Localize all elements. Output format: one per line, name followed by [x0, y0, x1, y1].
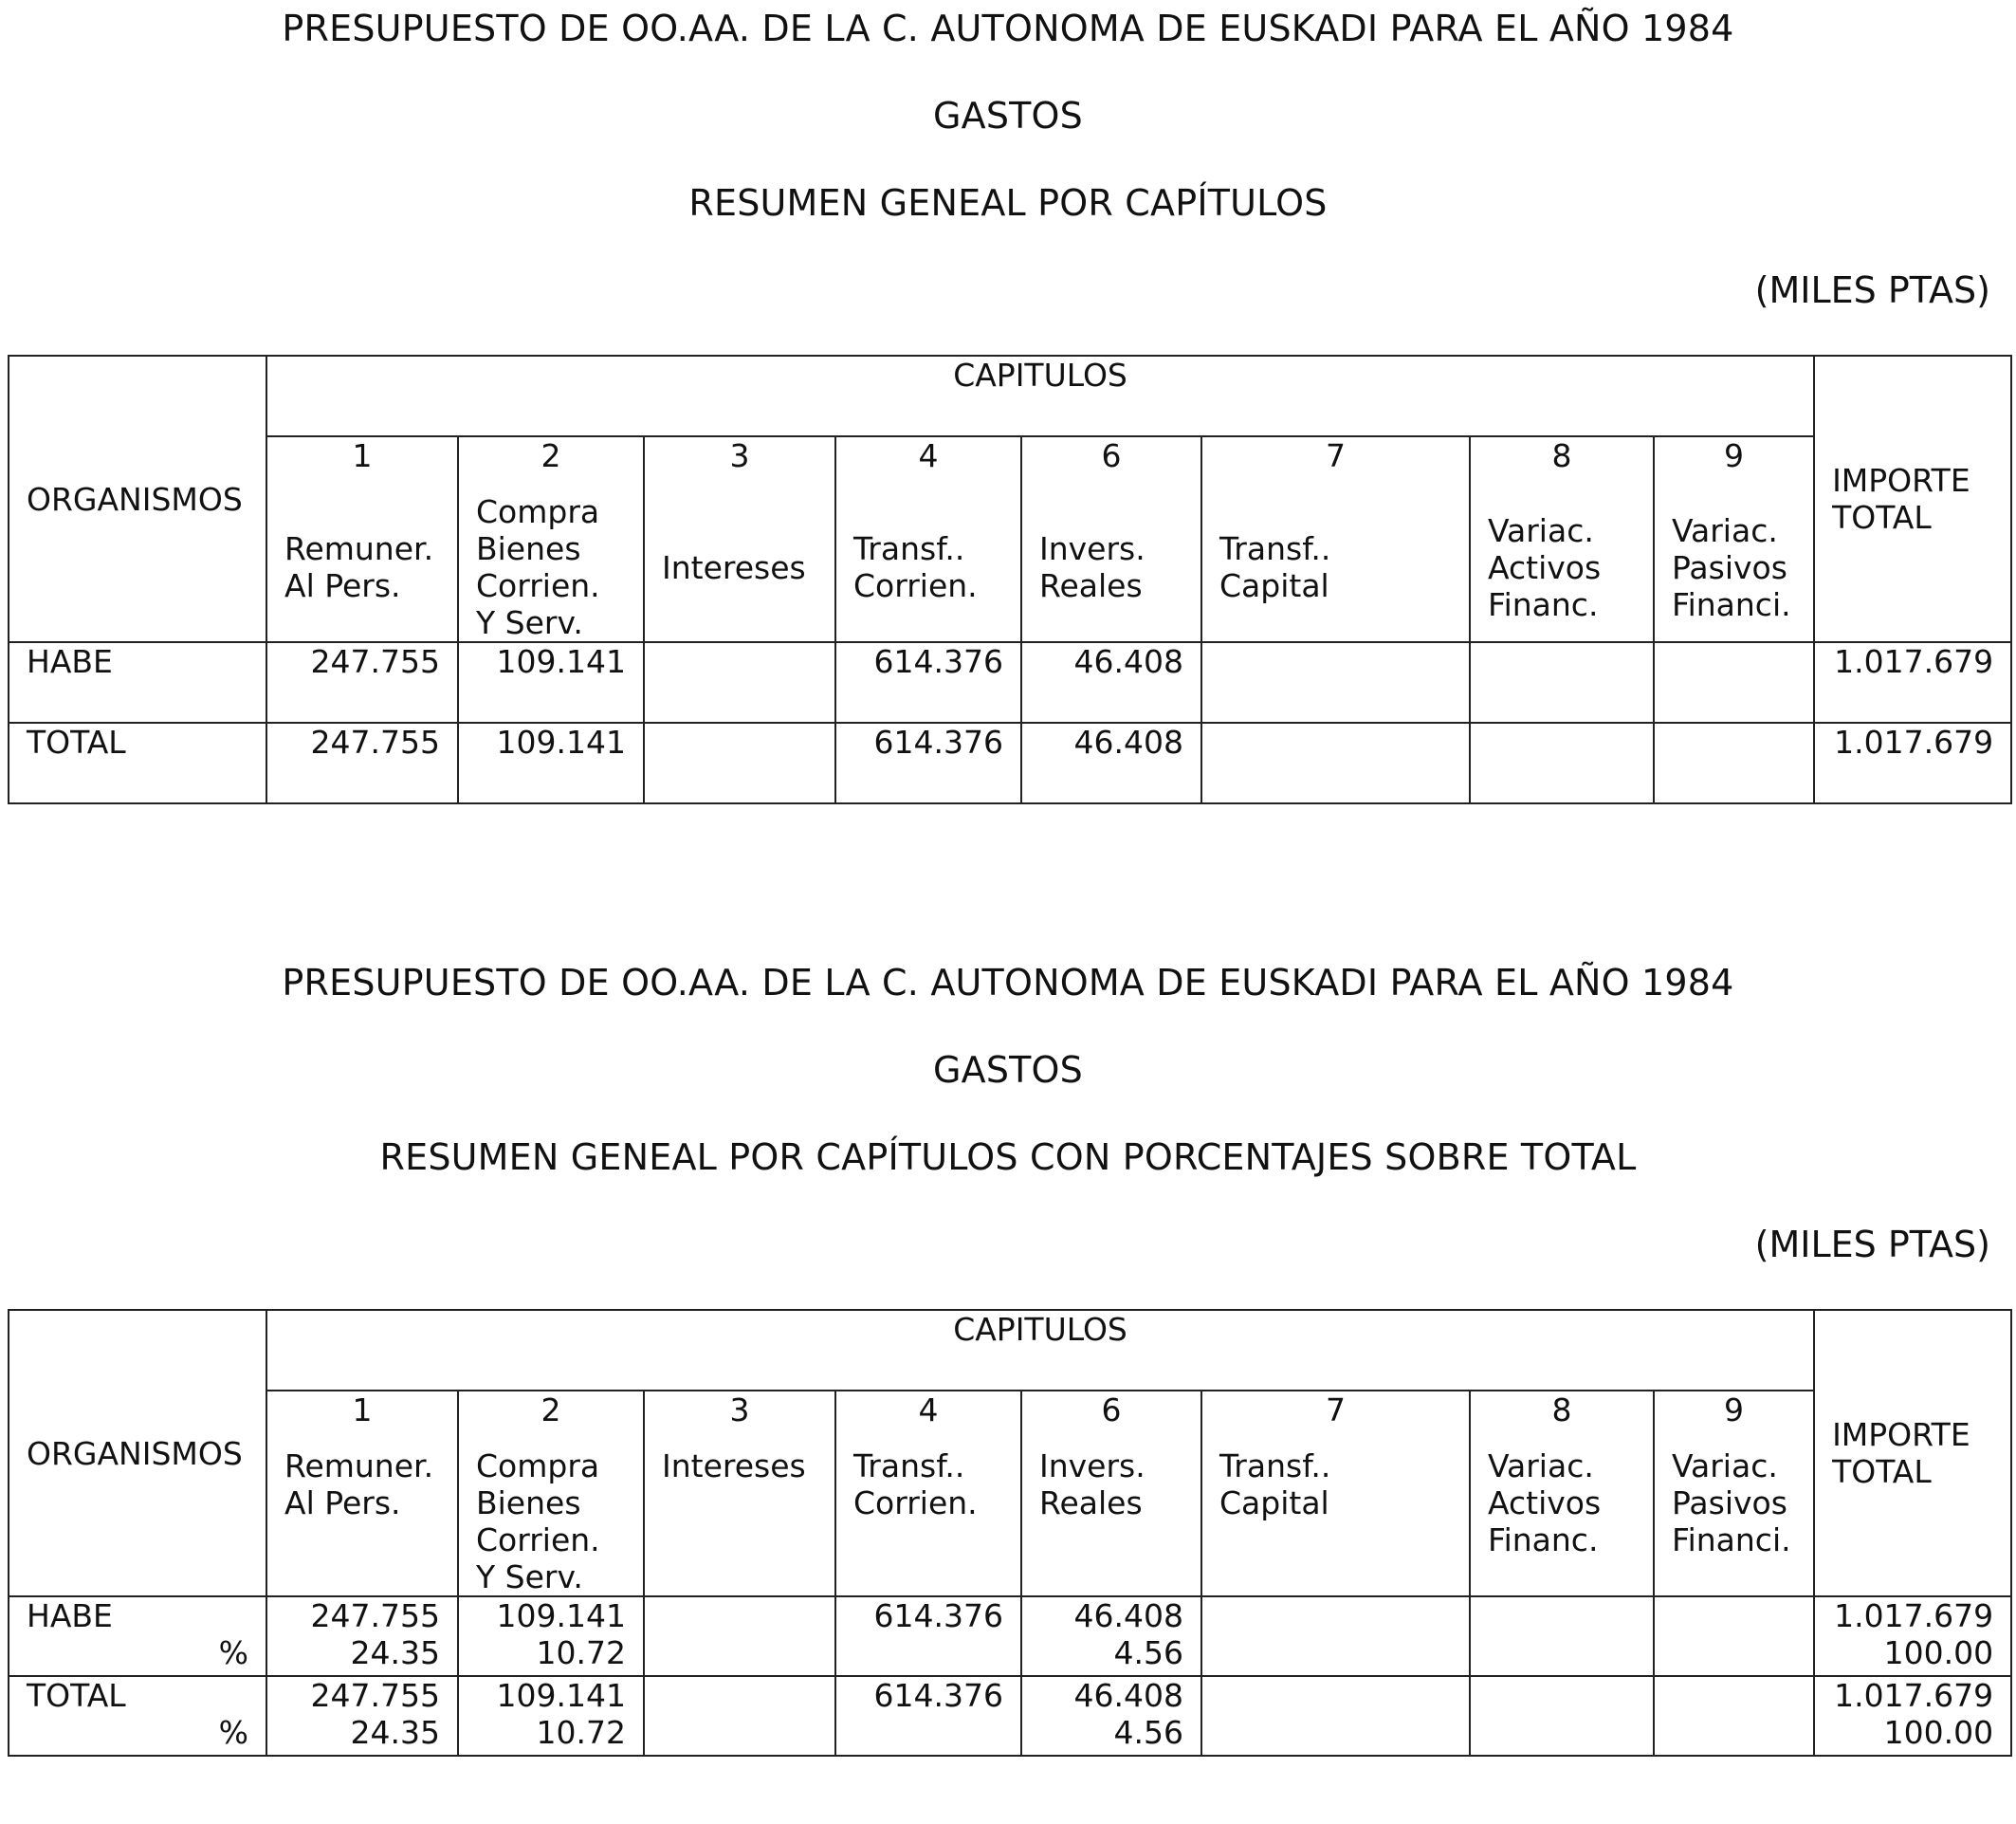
chapter-number: 3	[644, 1391, 835, 1447]
cell-value	[835, 1596, 1021, 1676]
cell-value	[1654, 642, 1814, 723]
desc-line: Bienes	[476, 530, 581, 567]
cell-value	[458, 1676, 644, 1756]
row-label: TOTAL	[27, 1677, 126, 1714]
chapter-description	[266, 493, 458, 642]
percent: 4.56	[1113, 1714, 1183, 1751]
percent: 100.00	[1883, 1714, 1994, 1751]
desc-line: Intereses	[662, 1447, 806, 1484]
desc-line: Transf..	[1219, 530, 1331, 567]
percent: 100.00	[1883, 1634, 1994, 1671]
table-row	[9, 1676, 2011, 1756]
desc-line: Financ.	[1488, 1521, 1599, 1558]
amount: 247.755	[310, 1597, 440, 1634]
chapter-description	[644, 1447, 835, 1596]
chapter-number: 2	[458, 436, 644, 493]
desc-line: Transf..	[853, 530, 965, 567]
chapter-description	[458, 1447, 644, 1596]
chapter-number: 4	[835, 1391, 1021, 1447]
cell-value	[1654, 723, 1814, 803]
desc-line: Variac.	[1488, 511, 1594, 549]
chapter-description	[1201, 493, 1470, 642]
amount: 109.141	[496, 1597, 626, 1634]
capitulos-header: CAPITULOS	[266, 1310, 1814, 1391]
cell-value	[1470, 723, 1654, 803]
cell-value	[1470, 1596, 1654, 1676]
desc-line: Financi.	[1672, 1521, 1791, 1558]
table-row	[9, 642, 2011, 723]
percent-label: %	[218, 1634, 248, 1671]
percent: 10.72	[536, 1714, 626, 1751]
desc-line: Remuner.	[284, 1447, 434, 1484]
chapter-number: 6	[1021, 436, 1201, 493]
chapter-description	[1201, 1447, 1470, 1596]
desc-line: Al Pers.	[284, 567, 401, 604]
chapter-number: 8	[1470, 1391, 1654, 1447]
table-row	[9, 1596, 2011, 1676]
importe-total-header	[1814, 1310, 2011, 1596]
desc-line: Corrien.	[853, 1484, 978, 1521]
cell-value: 109.141	[458, 723, 644, 803]
amount: 247.755	[310, 1677, 440, 1714]
desc-line: Pasivos	[1672, 548, 1787, 586]
cell-value	[1470, 642, 1654, 723]
chapter-description	[644, 493, 835, 642]
importe-total-header	[1814, 356, 2011, 642]
chapter-number: 3	[644, 436, 835, 493]
desc-line: Reales	[1039, 1484, 1143, 1521]
desc-line: Pasivos	[1672, 1484, 1787, 1521]
cell-value: 46.408	[1021, 723, 1201, 803]
chapter-number: 1	[266, 1391, 458, 1447]
cell-value: 247.755	[266, 642, 458, 723]
chapter-description	[1470, 493, 1654, 642]
chapter-description	[1654, 1447, 1814, 1596]
cell-value: 614.376	[835, 723, 1021, 803]
row-total: 1.017.679	[1814, 642, 2011, 723]
amount: 614.376	[873, 1597, 1003, 1634]
desc-line: Transf..	[853, 1447, 965, 1484]
desc-line: Variac.	[1672, 1447, 1778, 1484]
amount: 1.017.679	[1834, 1597, 1994, 1634]
desc-line: Y Serv.	[476, 604, 583, 641]
chapter-number: 9	[1654, 1391, 1814, 1447]
desc-line: Corrien.	[853, 567, 978, 604]
capitulos-header: CAPITULOS	[266, 356, 1814, 436]
cell-value	[644, 723, 835, 803]
desc-line: Capital	[1219, 1484, 1329, 1521]
desc-line: Activos	[1488, 1484, 1602, 1521]
chapter-number: 2	[458, 1391, 644, 1447]
desc-line: Compra	[476, 1447, 600, 1484]
importe-header-line: TOTAL	[1832, 1453, 1932, 1490]
cell-value: 247.755	[266, 723, 458, 803]
doc-heading-2: RESUMEN GENEAL POR CAPÍTULOS CON PORCENTAJES SOBRE TOTAL	[379, 1136, 1637, 1178]
row-label: HABE	[9, 642, 266, 723]
units-label-1: (MILES PTAS)	[1754, 269, 1990, 311]
chapter-description	[835, 1447, 1021, 1596]
amount: 1.017.679	[1834, 1677, 1994, 1714]
cell-value	[644, 1676, 835, 1756]
percent: 4.56	[1113, 1634, 1183, 1671]
chapter-number: 7	[1201, 1391, 1470, 1447]
importe-header-line: TOTAL	[1832, 499, 1932, 536]
cell-value	[835, 1676, 1021, 1756]
row-total: 1.017.679	[1814, 723, 2011, 803]
chapter-description	[1470, 1447, 1654, 1596]
desc-line: Transf..	[1219, 1447, 1331, 1484]
cell-value	[1021, 1676, 1201, 1756]
desc-line: Invers.	[1039, 530, 1145, 567]
chapter-number: 4	[835, 436, 1021, 493]
chapter-description	[266, 1447, 458, 1596]
desc-line: Capital	[1219, 567, 1329, 604]
chapter-description	[1654, 493, 1814, 642]
chapter-description	[1021, 1447, 1201, 1596]
cell-value: 614.376	[835, 642, 1021, 723]
doc-subtitle-1: GASTOS	[932, 95, 1083, 137]
percent: 24.35	[350, 1634, 440, 1671]
cell-value: 109.141	[458, 642, 644, 723]
importe-header-line: IMPORTE	[1832, 462, 1970, 499]
desc-line: Corrien.	[476, 567, 600, 604]
doc-subtitle-2: GASTOS	[932, 1049, 1083, 1091]
organismos-header: ORGANISMOS	[9, 1310, 266, 1596]
chapter-number: 9	[1654, 436, 1814, 493]
cell-value	[266, 1596, 458, 1676]
chapter-number: 8	[1470, 436, 1654, 493]
chapter-number: 7	[1201, 436, 1470, 493]
cell-value: 46.408	[1021, 642, 1201, 723]
desc-line: Remuner.	[284, 530, 434, 567]
amount: 614.376	[873, 1677, 1003, 1714]
cell-value	[1201, 1676, 1470, 1756]
cell-value	[1201, 723, 1470, 803]
percent: 24.35	[350, 1714, 440, 1751]
units-label-2: (MILES PTAS)	[1754, 1224, 1990, 1265]
importe-header-line: IMPORTE	[1832, 1416, 1970, 1453]
desc-line: Intereses	[662, 548, 806, 586]
amount: 109.141	[496, 1677, 626, 1714]
desc-line: Y Serv.	[476, 1558, 583, 1595]
doc-heading-1: RESUMEN GENEAL POR CAPÍTULOS	[688, 182, 1328, 224]
cell-value	[1021, 1596, 1201, 1676]
desc-line: Corrien.	[476, 1521, 600, 1558]
cell-value	[1654, 1676, 1814, 1756]
row-label-cell	[9, 1676, 266, 1756]
desc-line: Al Pers.	[284, 1484, 401, 1521]
row-total	[1814, 1676, 2011, 1756]
chapter-number: 1	[266, 436, 458, 493]
cell-value	[1470, 1676, 1654, 1756]
desc-line: Reales	[1039, 567, 1143, 604]
percent: 10.72	[536, 1634, 626, 1671]
cell-value	[1201, 642, 1470, 723]
cell-value	[458, 1596, 644, 1676]
chapter-number: 6	[1021, 1391, 1201, 1447]
doc-title-2: PRESUPUESTO DE OO.AA. DE LA C. AUTONOMA DE EUSKADI PARA EL AÑO 1984	[282, 962, 1734, 1004]
budget-table-1	[8, 355, 2012, 804]
desc-line: Bienes	[476, 1484, 581, 1521]
doc-title-1: PRESUPUESTO DE OO.AA. DE LA C. AUTONOMA DE EUSKADI PARA EL AÑO 1984	[282, 8, 1734, 49]
desc-line: Financi.	[1672, 585, 1791, 623]
row-total	[1814, 1596, 2011, 1676]
desc-line: Invers.	[1039, 1447, 1145, 1484]
cell-value	[1654, 1596, 1814, 1676]
cell-value	[644, 642, 835, 723]
row-label: HABE	[27, 1597, 113, 1634]
budget-table-2	[8, 1309, 2012, 1757]
desc-line: Compra	[476, 493, 600, 530]
desc-line: Variac.	[1672, 511, 1778, 549]
chapter-description	[835, 493, 1021, 642]
percent-label: %	[218, 1714, 248, 1751]
cell-value	[266, 1676, 458, 1756]
desc-line: Financ.	[1488, 585, 1599, 623]
desc-line: Activos	[1488, 548, 1602, 586]
table-row	[9, 723, 2011, 803]
amount: 46.408	[1073, 1677, 1183, 1714]
row-label: TOTAL	[9, 723, 266, 803]
desc-line: Variac.	[1488, 1447, 1594, 1484]
chapter-description	[458, 493, 644, 642]
chapter-description	[1021, 493, 1201, 642]
organismos-header: ORGANISMOS	[9, 356, 266, 642]
cell-value	[1201, 1596, 1470, 1676]
row-label-cell	[9, 1596, 266, 1676]
amount: 46.408	[1073, 1597, 1183, 1634]
cell-value	[644, 1596, 835, 1676]
